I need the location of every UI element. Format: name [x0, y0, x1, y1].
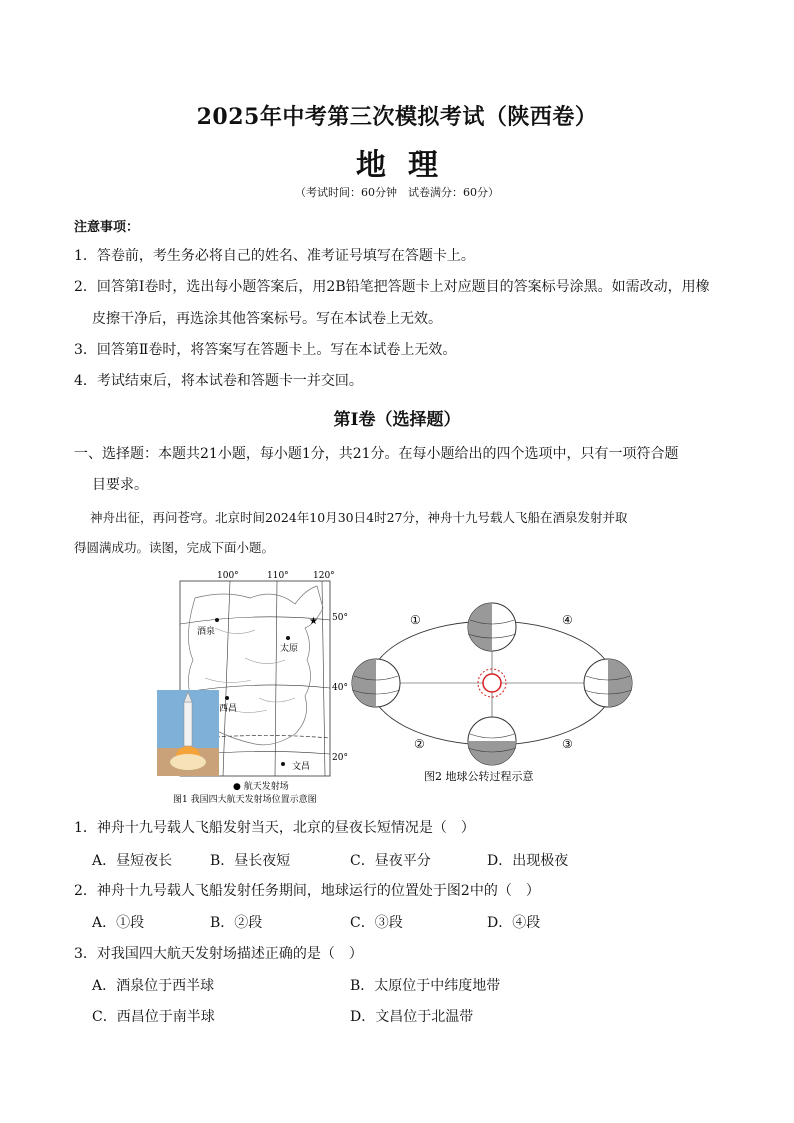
site-dot [215, 618, 219, 622]
subject-title: 地理 [356, 148, 460, 183]
exam-title: 2025年中考第三次模拟考试（陕西卷） [196, 104, 598, 130]
lon-label: 100° [217, 571, 239, 581]
earth-left [352, 659, 400, 707]
earth-bottom [468, 717, 516, 765]
passage-line-1: 神舟出征，再问苍穹。北京时间2024年10月30日4时27分，神舟十九号载人飞船在酒泉发射并取 [90, 510, 628, 525]
question-2-option-c[interactable]: C．③段 [350, 915, 403, 931]
earth-top [468, 603, 516, 651]
question-3-option-b[interactable]: B．太原位于中纬度地带 [350, 978, 501, 994]
notice-heading: 注意事项： [74, 220, 140, 235]
lat-label: 40° [332, 683, 348, 693]
passage-line-2: 得圆满成功。读图，完成下面小题。 [74, 540, 275, 555]
site-dot [286, 636, 290, 640]
question-1-option-a[interactable]: A．昼短夜长 [92, 853, 173, 869]
question-2-stem: 2．神舟十九号载人飞船发射任务期间，地球运行的位置处于图2中的（ ） [74, 883, 540, 899]
segment-label: ③ [562, 737, 573, 751]
segment-label: ② [414, 737, 425, 751]
section-title: 第Ⅰ卷（选择题） [333, 410, 461, 430]
site-dot [281, 762, 285, 766]
section-intro: 一、选择题：本题共21小题，每小题1分，共21分。在每小题给出的四个选项中，只有一项符合题 [74, 446, 679, 462]
segment-label: ① [410, 613, 421, 627]
notice-item-4: 4．考试结束后，将本试卷和答题卡一并交回。 [74, 373, 363, 389]
question-2-option-d[interactable]: D．④段 [487, 915, 541, 931]
site-label: 西昌 [219, 704, 238, 714]
site-label: 太原 [280, 644, 299, 654]
notice-item-2-cont: 皮擦干净后，再选涂其他答案标号。写在本试卷上无效。 [92, 311, 442, 327]
lon-label: 120° [313, 571, 335, 581]
lon-label: 110° [267, 571, 289, 581]
site-label: 文昌 [292, 762, 311, 772]
question-3-option-c[interactable]: C．西昌位于南半球 [92, 1009, 215, 1025]
question-2-option-b[interactable]: B．②段 [210, 915, 263, 931]
notice-item-3: 3．回答第Ⅱ卷时，将答案写在答题卡上。写在本试卷上无效。 [74, 342, 457, 358]
figure1-caption: 图1 我国四大航天发射场位置示意图 [173, 795, 317, 805]
notice-item-2: 2．回答第Ⅰ卷时，选出每小题答案后，用2B铅笔把答题卡上对应题目的答案标号涂黑。如需改动，用橡 [74, 279, 710, 295]
question-1-stem: 1．神舟十九号载人飞船发射当天，北京的昼夜长短情况是（ ） [74, 820, 475, 836]
figure2-caption: 图2 地球公转过程示意 [424, 770, 534, 783]
site-dot [225, 696, 229, 700]
question-1-option-d[interactable]: D．出现极夜 [487, 853, 569, 869]
question-1-option-c[interactable]: C．昼夜平分 [350, 853, 431, 869]
figure2-orbit [340, 600, 645, 790]
question-2-option-a[interactable]: A．①段 [92, 915, 145, 931]
notice-item-1: 1．答卷前，考生务必将自己的姓名、准考证号填写在答题卡上。 [74, 248, 475, 264]
exam-info: （考试时间：60分钟 试卷满分：60分） [295, 186, 499, 199]
site-label: 酒泉 [197, 627, 216, 637]
beijing-star-icon: ★ [309, 616, 318, 627]
lat-label: 20° [332, 753, 348, 763]
earth-right [584, 659, 632, 707]
segment-label: ④ [562, 613, 573, 627]
lat-label: 50° [332, 613, 348, 623]
question-1-option-b[interactable]: B．昼长夜短 [210, 853, 291, 869]
question-3-option-d[interactable]: D．文昌位于北温带 [350, 1009, 474, 1025]
figure1-map [155, 568, 355, 808]
question-3-stem: 3．对我国四大航天发射场描述正确的是（ ） [74, 946, 363, 962]
section-intro-cont: 目要求。 [92, 477, 148, 493]
figure1-legend: ● 航天发射场 [233, 782, 289, 792]
question-3-option-a[interactable]: A．酒泉位于西半球 [92, 978, 215, 994]
